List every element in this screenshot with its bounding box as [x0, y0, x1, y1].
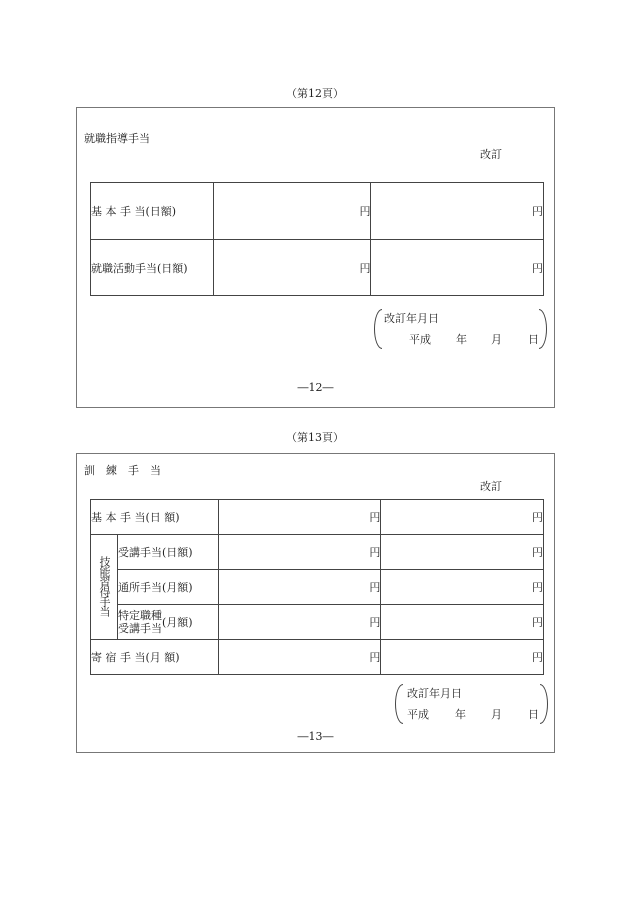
row-label-multiline	[117, 605, 218, 640]
page-12-number: ―12―	[297, 381, 334, 394]
table-row	[91, 183, 544, 240]
page-13-allowance-table	[90, 499, 544, 675]
page-12-allowance-table	[90, 182, 544, 296]
page-13-form-box	[76, 453, 555, 753]
revision-date-month[interactable]: 月	[491, 333, 502, 346]
page-12-revision-date-block	[374, 309, 547, 349]
revision-date-month[interactable]: 月	[491, 708, 502, 721]
revision-date-era: 平成	[409, 333, 431, 346]
amount-cell-current[interactable]	[213, 240, 371, 296]
group-label: 技能習得手当	[97, 555, 111, 616]
yen-unit: 円	[532, 616, 543, 629]
yen-unit: 円	[532, 261, 543, 275]
yen-unit: 円	[369, 616, 381, 629]
amount-cell-revised[interactable]	[371, 183, 544, 240]
page-12-label: （第12頁）	[286, 87, 344, 100]
right-paren	[539, 309, 547, 349]
table-row	[91, 535, 544, 570]
yen-unit: 円	[359, 205, 371, 218]
right-paren	[540, 684, 548, 724]
table-row	[91, 605, 544, 640]
left-paren	[395, 684, 403, 724]
page-13-revision-label: 改訂	[480, 480, 502, 493]
yen-unit: 円	[359, 261, 371, 275]
row-label: 受講手当(日額)	[117, 535, 218, 570]
row-label: 基 本 手 当(日額)	[91, 183, 214, 240]
yen-unit: 円	[369, 581, 381, 594]
page-12-title: 就職指導手当	[84, 132, 150, 145]
page-13-revision-date-block	[395, 684, 548, 724]
amount-cell-current[interactable]	[213, 183, 371, 240]
yen-unit: 円	[532, 651, 543, 664]
yen-unit: 円	[369, 651, 381, 664]
yen-unit: 円	[532, 511, 543, 524]
page-12-revision-label: 改訂	[480, 148, 502, 161]
table-row	[91, 640, 544, 675]
yen-unit: 円	[532, 581, 543, 594]
row-label-suffix: (月額)	[161, 616, 193, 629]
amount-cell-current[interactable]	[218, 500, 381, 535]
amount-cell-revised[interactable]	[381, 570, 544, 605]
yen-unit: 円	[369, 546, 381, 559]
page-12-form-box	[76, 107, 555, 408]
amount-cell-revised[interactable]	[371, 240, 544, 296]
row-label: 寄 宿 手 当(月 額)	[91, 640, 219, 675]
page-13-title: 訓 練 手 当	[84, 464, 161, 477]
revision-date-year[interactable]: 年	[455, 708, 466, 721]
revision-date-year[interactable]: 年	[456, 333, 467, 346]
amount-cell-revised[interactable]	[381, 605, 544, 640]
page-13-label: （第13頁）	[286, 431, 344, 444]
revision-date-era: 平成	[407, 708, 429, 721]
amount-cell-current[interactable]	[218, 605, 381, 640]
revision-date-label: 改訂年月日	[407, 687, 462, 700]
amount-cell-revised[interactable]	[381, 640, 544, 675]
yen-unit: 円	[532, 205, 543, 218]
row-label-line1: 特定職種	[117, 609, 162, 622]
row-label: 基 本 手 当(日 額)	[91, 500, 219, 535]
table-row	[91, 570, 544, 605]
revision-date-label: 改訂年月日	[384, 312, 439, 325]
row-label: 通所手当(月額)	[117, 570, 218, 605]
amount-cell-revised[interactable]	[381, 535, 544, 570]
table-row	[91, 500, 544, 535]
revision-date-day[interactable]: 日	[528, 708, 539, 721]
yen-unit: 円	[532, 546, 543, 559]
row-label-line2: 受講手当	[117, 622, 162, 635]
row-label-stack	[118, 609, 162, 635]
amount-cell-current[interactable]	[218, 570, 381, 605]
group-label-cell	[91, 535, 118, 640]
amount-cell-current[interactable]	[218, 640, 381, 675]
yen-unit: 円	[369, 511, 381, 524]
page-13-number: ―13―	[297, 730, 334, 743]
amount-cell-current[interactable]	[218, 535, 381, 570]
revision-date-day[interactable]: 日	[528, 333, 539, 346]
row-label: 就職活動手当(日額)	[91, 240, 214, 296]
amount-cell-revised[interactable]	[381, 500, 544, 535]
table-row	[91, 240, 544, 296]
left-paren	[374, 309, 382, 349]
